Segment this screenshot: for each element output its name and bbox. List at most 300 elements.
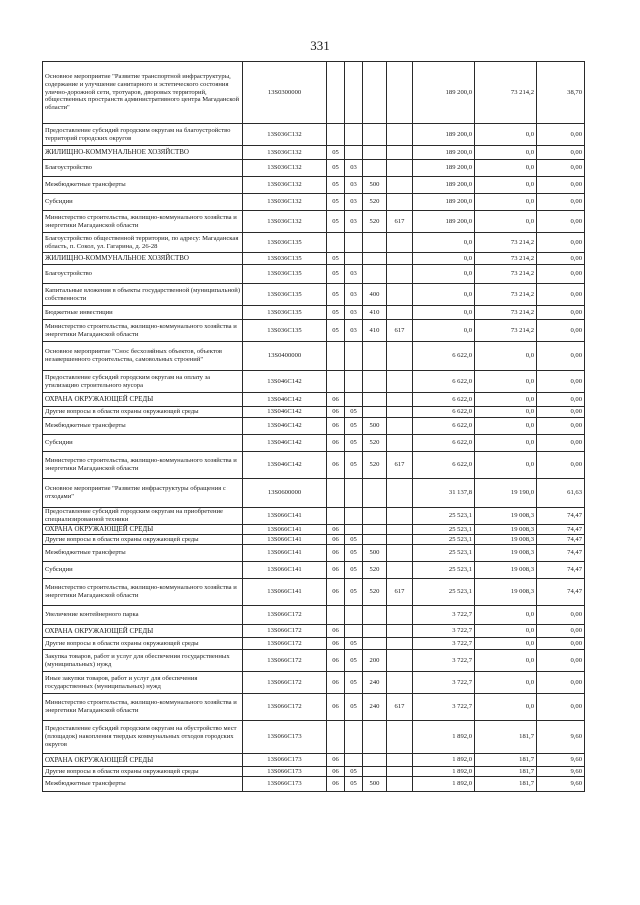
row-percent: 74,47 [537,579,585,606]
table-row [43,479,585,508]
row-expense-type: 400 [363,284,387,306]
row-executed-amount: 19 190,0 [475,479,537,508]
row-percent: 0,00 [537,124,585,146]
row-name: Другие вопросы в области охраны окружающей среды [43,535,243,545]
row-executed-amount: 19 008,3 [475,579,537,606]
row-expense-type: 240 [363,672,387,694]
row-percent: 0,00 [537,393,585,407]
row-ministry-code [387,177,413,194]
row-percent: 61,63 [537,479,585,508]
table-row [43,418,585,435]
row-executed-amount: 0,0 [475,177,537,194]
row-section: 05 [327,320,345,342]
row-executed-amount: 0,0 [475,371,537,393]
row-subsection: 03 [345,211,363,233]
row-percent: 0,00 [537,146,585,160]
row-csr-code: 13S066C141 [243,545,327,562]
row-plan-amount: 25 523,1 [413,525,475,535]
row-executed-amount: 73 214,2 [475,253,537,265]
row-subsection: 03 [345,265,363,284]
table-row [43,721,585,754]
row-section [327,62,345,124]
row-subsection [345,393,363,407]
row-section: 06 [327,767,345,777]
budget-table [42,61,585,792]
row-ministry-code: 617 [387,452,413,479]
row-expense-type: 520 [363,452,387,479]
row-name: Закупка товаров, работ и услуг для обеспечения государственных (муниципальных) нужд [43,650,243,672]
row-plan-amount: 189 200,0 [413,194,475,211]
row-ministry-code [387,721,413,754]
row-subsection: 05 [345,562,363,579]
row-expense-type: 500 [363,177,387,194]
row-percent: 74,47 [537,562,585,579]
row-expense-type: 200 [363,650,387,672]
row-executed-amount: 0,0 [475,418,537,435]
row-subsection [345,146,363,160]
row-expense-type [363,233,387,253]
table-row [43,562,585,579]
row-plan-amount: 3 722,7 [413,672,475,694]
row-section [327,606,345,625]
row-name: Предоставление субсидий городским округам на приобретение специализированной техники [43,508,243,525]
row-percent: 0,00 [537,194,585,211]
row-plan-amount: 6 622,0 [413,418,475,435]
row-expense-type [363,124,387,146]
row-ministry-code [387,508,413,525]
row-subsection [345,508,363,525]
row-percent: 0,00 [537,253,585,265]
row-ministry-code [387,342,413,371]
row-executed-amount: 0,0 [475,672,537,694]
row-section: 06 [327,393,345,407]
row-ministry-code [387,545,413,562]
row-subsection: 05 [345,579,363,606]
table-row [43,535,585,545]
row-section [327,342,345,371]
row-name: ОХРАНА ОКРУЖАЮЩЕЙ СРЕДЫ [43,393,243,407]
row-percent: 0,00 [537,284,585,306]
row-section: 06 [327,638,345,650]
row-plan-amount: 3 722,7 [413,650,475,672]
row-expense-type: 410 [363,320,387,342]
row-subsection: 05 [345,672,363,694]
row-plan-amount: 189 200,0 [413,177,475,194]
row-name: Субсидии [43,194,243,211]
row-name: Другие вопросы в области охраны окружающей среды [43,638,243,650]
row-subsection: 05 [345,435,363,452]
row-subsection: 05 [345,407,363,418]
row-expense-type: 520 [363,579,387,606]
row-subsection [345,479,363,508]
row-percent: 0,00 [537,672,585,694]
row-ministry-code [387,650,413,672]
row-executed-amount: 181,7 [475,754,537,767]
row-expense-type [363,767,387,777]
row-ministry-code: 617 [387,579,413,606]
row-executed-amount: 181,7 [475,721,537,754]
budget-table-body [43,62,585,792]
row-expense-type: 410 [363,306,387,320]
row-ministry-code [387,479,413,508]
row-csr-code: 13S066C172 [243,650,327,672]
row-executed-amount: 19 008,3 [475,545,537,562]
row-section: 05 [327,146,345,160]
row-section: 06 [327,545,345,562]
row-section [327,479,345,508]
row-ministry-code: 617 [387,320,413,342]
row-csr-code: 13S0300000 [243,62,327,124]
row-percent: 0,00 [537,418,585,435]
row-expense-type [363,146,387,160]
row-subsection [345,62,363,124]
row-percent: 0,00 [537,233,585,253]
row-csr-code: 13S036C132 [243,146,327,160]
row-expense-type: 520 [363,435,387,452]
row-ministry-code [387,233,413,253]
row-subsection [345,253,363,265]
row-csr-code: 13S066C172 [243,625,327,638]
row-percent: 0,00 [537,650,585,672]
table-row [43,284,585,306]
row-section: 06 [327,625,345,638]
row-plan-amount: 1 892,0 [413,754,475,767]
table-row [43,638,585,650]
row-percent: 0,00 [537,694,585,721]
row-plan-amount: 0,0 [413,233,475,253]
row-ministry-code [387,265,413,284]
row-name: Предоставление субсидий городским округам на благоустройство территорий городских округов [43,124,243,146]
row-expense-type: 520 [363,562,387,579]
row-percent: 74,47 [537,525,585,535]
table-row [43,525,585,535]
row-csr-code: 13S036C132 [243,177,327,194]
row-percent: 9,60 [537,777,585,792]
row-section: 06 [327,694,345,721]
row-plan-amount: 189 200,0 [413,211,475,233]
row-csr-code: 13S066C173 [243,721,327,754]
row-percent: 0,00 [537,452,585,479]
row-name: ЖИЛИЩНО-КОММУНАЛЬНОЕ ХОЗЯЙСТВО [43,146,243,160]
row-csr-code: 13S066C173 [243,767,327,777]
row-subsection [345,342,363,371]
row-plan-amount: 3 722,7 [413,638,475,650]
row-subsection [345,124,363,146]
row-plan-amount: 3 722,7 [413,625,475,638]
row-ministry-code [387,525,413,535]
row-percent: 9,60 [537,721,585,754]
row-percent: 74,47 [537,535,585,545]
row-name: Бюджетные инвестиции [43,306,243,320]
row-name: Министерство строительства, жилищно-коммунального хозяйства и энергетики Магаданской области [43,694,243,721]
row-name: Субсидии [43,562,243,579]
row-ministry-code [387,393,413,407]
page-number: 331 [310,38,330,53]
row-executed-amount: 0,0 [475,211,537,233]
table-row [43,306,585,320]
row-name: Основное мероприятие "Развитие инфраструктуры обращения с отходами" [43,479,243,508]
row-executed-amount: 181,7 [475,767,537,777]
row-csr-code: 13S036C132 [243,124,327,146]
row-section: 05 [327,194,345,211]
row-percent: 0,00 [537,306,585,320]
row-name: Благоустройство [43,160,243,177]
row-section [327,721,345,754]
row-subsection: 05 [345,452,363,479]
row-csr-code: 13S066C173 [243,754,327,767]
row-ministry-code [387,625,413,638]
row-ministry-code [387,562,413,579]
row-percent: 0,00 [537,371,585,393]
row-ministry-code [387,194,413,211]
row-ministry-code: 617 [387,694,413,721]
row-plan-amount: 1 892,0 [413,777,475,792]
row-csr-code: 13S036C135 [243,253,327,265]
row-name: Межбюджетные трансферты [43,777,243,792]
table-row [43,508,585,525]
row-csr-code: 13S046C142 [243,452,327,479]
row-ministry-code [387,754,413,767]
row-executed-amount: 0,0 [475,606,537,625]
row-plan-amount: 189 200,0 [413,124,475,146]
row-expense-type: 520 [363,211,387,233]
row-csr-code: 13S066C141 [243,562,327,579]
row-plan-amount: 189 200,0 [413,62,475,124]
row-name: ЖИЛИЩНО-КОММУНАЛЬНОЕ ХОЗЯЙСТВО [43,253,243,265]
row-subsection: 05 [345,650,363,672]
row-ministry-code [387,371,413,393]
row-percent: 9,60 [537,767,585,777]
row-section: 06 [327,754,345,767]
row-name: Благоустройство общественной территории, по адресу: Магаданская область, п. Сокол, ул. Гагарина, д. 26-28 [43,233,243,253]
row-plan-amount: 25 523,1 [413,545,475,562]
row-section [327,124,345,146]
row-percent: 0,00 [537,265,585,284]
row-subsection [345,606,363,625]
row-expense-type [363,754,387,767]
row-percent: 0,00 [537,435,585,452]
row-section: 06 [327,418,345,435]
row-subsection [345,754,363,767]
row-name: Капитальные вложения в объекты государственной (муниципальной) собственности [43,284,243,306]
row-csr-code: 13S066C173 [243,777,327,792]
row-executed-amount: 0,0 [475,342,537,371]
row-name: Субсидии [43,435,243,452]
row-name: Министерство строительства, жилищно-коммунального хозяйства и энергетики Магаданской области [43,452,243,479]
row-ministry-code [387,284,413,306]
row-section: 06 [327,562,345,579]
row-ministry-code [387,672,413,694]
row-section: 05 [327,253,345,265]
row-executed-amount: 0,0 [475,160,537,177]
row-executed-amount: 0,0 [475,194,537,211]
row-executed-amount: 0,0 [475,124,537,146]
row-executed-amount: 0,0 [475,452,537,479]
row-percent: 0,00 [537,211,585,233]
row-subsection: 05 [345,418,363,435]
row-percent: 0,00 [537,342,585,371]
table-row [43,767,585,777]
row-name: Основное мероприятие "Снос бесхозяйных объектов, объектов незавершенного строительства, самовольных строений" [43,342,243,371]
row-expense-type [363,342,387,371]
row-subsection: 03 [345,306,363,320]
row-subsection [345,525,363,535]
row-executed-amount: 0,0 [475,393,537,407]
row-csr-code: 13S066C141 [243,579,327,606]
row-subsection: 03 [345,320,363,342]
table-row [43,777,585,792]
row-percent: 0,00 [537,606,585,625]
row-name: Увеличение контейнерного парка [43,606,243,625]
row-csr-code: 13S036C132 [243,211,327,233]
row-executed-amount: 73 214,2 [475,62,537,124]
row-plan-amount: 31 137,8 [413,479,475,508]
row-ministry-code [387,146,413,160]
row-expense-type [363,525,387,535]
row-name: Межбюджетные трансферты [43,545,243,562]
row-section: 05 [327,177,345,194]
row-name: Межбюджетные трансферты [43,418,243,435]
row-csr-code: 13S036C132 [243,194,327,211]
row-executed-amount: 0,0 [475,146,537,160]
row-section: 05 [327,211,345,233]
row-executed-amount: 73 214,2 [475,320,537,342]
row-expense-type [363,265,387,284]
row-csr-code: 13S036C135 [243,233,327,253]
row-expense-type: 500 [363,545,387,562]
table-row [43,672,585,694]
row-ministry-code [387,124,413,146]
row-expense-type [363,62,387,124]
row-csr-code: 13S046C142 [243,407,327,418]
row-name: ОХРАНА ОКРУЖАЮЩЕЙ СРЕДЫ [43,625,243,638]
row-ministry-code [387,638,413,650]
row-csr-code: 13S046C142 [243,393,327,407]
table-row [43,124,585,146]
row-section: 06 [327,650,345,672]
row-subsection [345,371,363,393]
row-executed-amount: 73 214,2 [475,265,537,284]
row-percent: 74,47 [537,508,585,525]
row-executed-amount: 181,7 [475,777,537,792]
row-executed-amount: 0,0 [475,435,537,452]
row-percent: 0,00 [537,160,585,177]
row-csr-code: 13S066C172 [243,694,327,721]
row-section: 06 [327,535,345,545]
row-name: Иные закупки товаров, работ и услуг для обеспечения государственных (муниципальных) нужд [43,672,243,694]
row-expense-type [363,721,387,754]
row-executed-amount: 73 214,2 [475,306,537,320]
table-row [43,62,585,124]
row-ministry-code: 617 [387,211,413,233]
table-row [43,211,585,233]
row-ministry-code [387,160,413,177]
table-row [43,194,585,211]
row-subsection: 03 [345,177,363,194]
row-expense-type: 500 [363,777,387,792]
row-csr-code: 13S066C172 [243,606,327,625]
row-percent: 0,00 [537,625,585,638]
row-csr-code: 13S036C135 [243,306,327,320]
table-row [43,625,585,638]
row-section: 06 [327,435,345,452]
row-expense-type [363,638,387,650]
row-plan-amount: 6 622,0 [413,435,475,452]
row-subsection: 03 [345,284,363,306]
row-percent: 0,00 [537,177,585,194]
table-row [43,253,585,265]
row-executed-amount: 73 214,2 [475,233,537,253]
row-ministry-code [387,306,413,320]
row-expense-type [363,407,387,418]
row-csr-code: 13S046C142 [243,418,327,435]
table-row [43,233,585,253]
row-expense-type [363,371,387,393]
row-section: 05 [327,284,345,306]
row-plan-amount: 6 622,0 [413,342,475,371]
table-row [43,342,585,371]
row-csr-code: 13S066C172 [243,672,327,694]
row-expense-type [363,508,387,525]
row-section: 06 [327,777,345,792]
row-executed-amount: 0,0 [475,625,537,638]
row-executed-amount: 19 008,3 [475,535,537,545]
row-subsection [345,233,363,253]
row-executed-amount: 19 008,3 [475,525,537,535]
row-plan-amount: 6 622,0 [413,371,475,393]
table-row [43,371,585,393]
row-ministry-code [387,435,413,452]
row-plan-amount: 0,0 [413,265,475,284]
row-expense-type: 240 [363,694,387,721]
table-row [43,579,585,606]
row-name: Предоставление субсидий городским округам на оплату за утилизацию строительного мусора [43,371,243,393]
row-plan-amount: 3 722,7 [413,694,475,721]
row-name: Министерство строительства, жилищно-коммунального хозяйства и энергетики Магаданской области [43,211,243,233]
row-plan-amount: 1 892,0 [413,767,475,777]
row-csr-code: 13S036C135 [243,320,327,342]
row-plan-amount: 25 523,1 [413,562,475,579]
row-section: 06 [327,525,345,535]
row-ministry-code [387,777,413,792]
row-ministry-code [387,253,413,265]
row-name: Межбюджетные трансферты [43,177,243,194]
row-plan-amount: 1 892,0 [413,721,475,754]
table-row [43,320,585,342]
row-subsection: 05 [345,638,363,650]
row-plan-amount: 189 200,0 [413,160,475,177]
row-section: 06 [327,672,345,694]
row-subsection: 05 [345,767,363,777]
row-subsection [345,721,363,754]
table-row [43,606,585,625]
row-percent: 38,70 [537,62,585,124]
row-plan-amount: 0,0 [413,306,475,320]
row-csr-code: 13S036C135 [243,284,327,306]
row-name: Основное мероприятие "Развитие транспортной инфраструктуры, содержание и улучшение санитарного и эстетического состояния улично-дорожной сети, тротуаров, дворовых территорий, общественных пространств административного центра Магаданской области" [43,62,243,124]
row-expense-type [363,253,387,265]
row-section [327,371,345,393]
row-ministry-code [387,407,413,418]
table-row [43,146,585,160]
row-plan-amount: 25 523,1 [413,508,475,525]
row-csr-code: 13S066C141 [243,535,327,545]
row-ministry-code [387,767,413,777]
row-expense-type: 500 [363,418,387,435]
row-csr-code: 13S0600000 [243,479,327,508]
table-row [43,160,585,177]
row-name: ОХРАНА ОКРУЖАЮЩЕЙ СРЕДЫ [43,754,243,767]
